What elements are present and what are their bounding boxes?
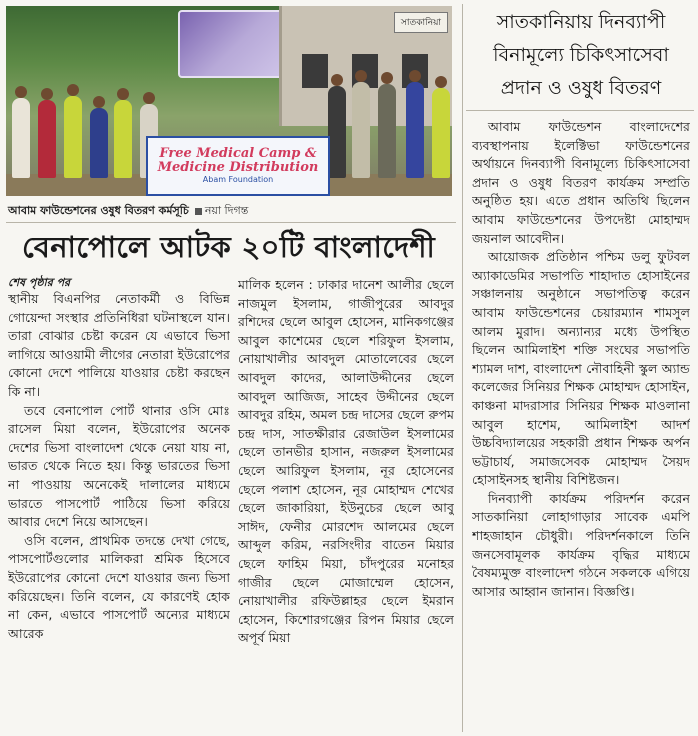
headline-satkania: সাতকানিয়ায় দিনব্যাপী বিনামূল্যে চিকিৎসাসেবা প্রদান ও ওষুধ বিতরণ [493,11,669,99]
photo-caption [8,204,458,218]
building-sign: সাতকানিয়া [394,12,448,33]
paragraph: তবে বেনাপোল পোর্ট থানার ওসি মোঃ রাসেল মিয়া বলেন, ইউরোপের অনেক দেশের ভিসা বাংলাদেশ থেকে নেয়া যায় না, ভারত থেকে নিতে হয়। কিন্তু ভারতের ভিসা না পাওয়ায় অনেকেই দালালের মাধ্যমে ভারতে পাসপোর্ট পাঠিয়ে ভিসা করিয়ে আবার দেশে নিয়ে আসছেন। [8,402,230,530]
event-banner-title: Free Medical Camp & Medicine Distribution [157,146,319,175]
paragraph: দিনব্যাপী কার্যক্রম পরিদর্শন করেন সাতকানিয়া লোহাগাড়ার সাবেক এমপি শাহজাহান চৌধুরী। পরিদর্শনকালে তিনি জনসেবামূলক কার্যক্রম বৃদ্ধির মাধ্যমে বৈষম্যমুক্ত বাংলাদেশ গঠনে সকলকে এগিয়ে আসার আহ্বান জানান। বিজ্ঞপ্তি। [472,490,690,599]
continued-kicker: শেষ পৃষ্ঠার পর [8,276,71,289]
paragraph: আয়োজক প্রতিষ্ঠান পশ্চিম ডলু ফুটবল অ্যাকাডেমির সভাপতি শাহাদাত হোসাইনের সঞ্চালনায় অনুষ্ঠানে সভাপতিত্ব করেন আবাম ফাউন্ডেশনের চেয়ারম্যান শামসুল আলম মুরাদ। অন্যান্যর মধ্যে উপস্থিত ছিলেন আমিলাইশ শক্তি সংঘের সভাপতি শ্যামল দাশ, বাংলাদেশ নৌবাহিনী স্কুল অ্যান্ড কলেজের সিনিয়র শিক্ষক মোহাম্মদ হোসাইন, কাঞ্চনা মাদরাসার সিনিয়র শিক্ষক মাওলানা আবুল হাশেম, আমিলাইশ আদর্শ উচ্চবিদ্যালয়ের সহকারী প্রধান শিক্ষক অর্পন ভট্টাচার্য, সমাজসেবক মোহাম্মদ সৈয়দ হোসাইনসহ স্থানীয় বিশিষ্টজন। [472,249,690,488]
article-left-column-1 [8,290,230,734]
divider [6,222,456,223]
news-photo [6,6,452,196]
paragraph: আবাম ফাউন্ডেশন বাংলাদেশের ব্যবস্থাপনায় ইলেক্টিভা ফাউন্ডেশনের অর্থায়নে দিনব্যাপী বিনামূল্যে চিকিৎসাসেবা প্রদান ও ওষুধ বিতরণ কার্যক্রম সম্প্রতি অনুষ্ঠিত হয়। এতে প্রধান অতিথি ছিলেন আবাম ফাউন্ডেশনের উপদেষ্টা মোহাম্মদ জয়নাল আবেদীন। [472,119,690,246]
column-divider [462,4,463,732]
caption-text: আবাম ফাউন্ডেশনের ওষুধ বিতরণ কর্মসূচি [8,204,189,217]
article-right-column [472,118,690,718]
paragraph: ওসি বলেন, প্রাথমিক তদন্তে দেখা গেছে, পাসপোর্টগুলোর মালিকরা শ্রমিক হিসেবে ইউরোপের কোনো দেশে যাওয়ার জন্য ভিসা করিয়েছেন। তিনি বলেন, যে কারণেই হোক না কেন, এভাবে পাসপোর্ট অন্যের মাধ্যমে আরেক [8,532,230,641]
paragraph: মালিক হলেন : ঢাকার দানেশ আলীর ছেলে নাজমুল ইসলাম, গাজীপুরের আবদুর রশিদের ছেলে আবুল হোসেন, মানিকগঞ্জের আবুল কাশেমের ছেলে শরিফুল ইসলাম, নোয়াখালীর আবদুল মোতালেবের ছেলে আবদুল কাদের, আলাউদ্দীনের ছেলে আবদুল আজিজ, সাহেব উদ্দীনের ছেলে আবদুর রহিম, অমল চন্দ্র দাসের ছেলে রুপম চন্দ্র দাস, সাতক্ষীরার রেজাউল ইসলামের ছেলে তানভীর হাসান, নজরুল ইসলামের ছেলে আরিফুল ইসলাম, নূর হোসেনের ছেলে পলাশ হোসেন, নূর মোহাম্মদ শেখের ছেলে জাকারিয়া, ইউনুচের ছেলে আবু সাঈদ, ফেনীর মোরশেদ আলমের ছেলে আব্দুল করিম, নরসিংদীর বাতেন মিয়ার ছেলে ফাহিম মিয়া, চাঁদপুরের মনোহর গাজীর ছেলে মোজাম্মেল হোসেন, নোয়াখালীর রফিউল্লাহর ছেলে ইমরান হোসেন, কিশোরগঞ্জের রিপন মিয়ার ছেলে অপূর্ব মিয়া [238,277,454,646]
square-bullet-icon [195,208,202,215]
article-left-column-2 [238,276,454,734]
paragraph: স্থানীয় বিএনপির নেতাকর্মী ও বিভিন্ন গোয়েন্দা সংস্থার প্রতিনিধিরা ঘটনাস্থলে যান। তারা বোঝার চেষ্টা করেন যে এভাবে ভিসা লাগিয়ে আওয়ামী লীগের নেতারা ইউরোপের কোনো দেশে পালিয়ে যাওয়ার চেষ্টা করছেন কি না। [8,291,230,399]
headline-benapole: বেনাপোলে আটক ২০টি বাংলাদেশী [22,230,436,264]
caption-source: নয়া দিগন্ত [204,204,249,217]
divider [466,110,694,111]
event-banner-subtitle: Abam Foundation [202,175,274,184]
event-banner [146,136,330,196]
